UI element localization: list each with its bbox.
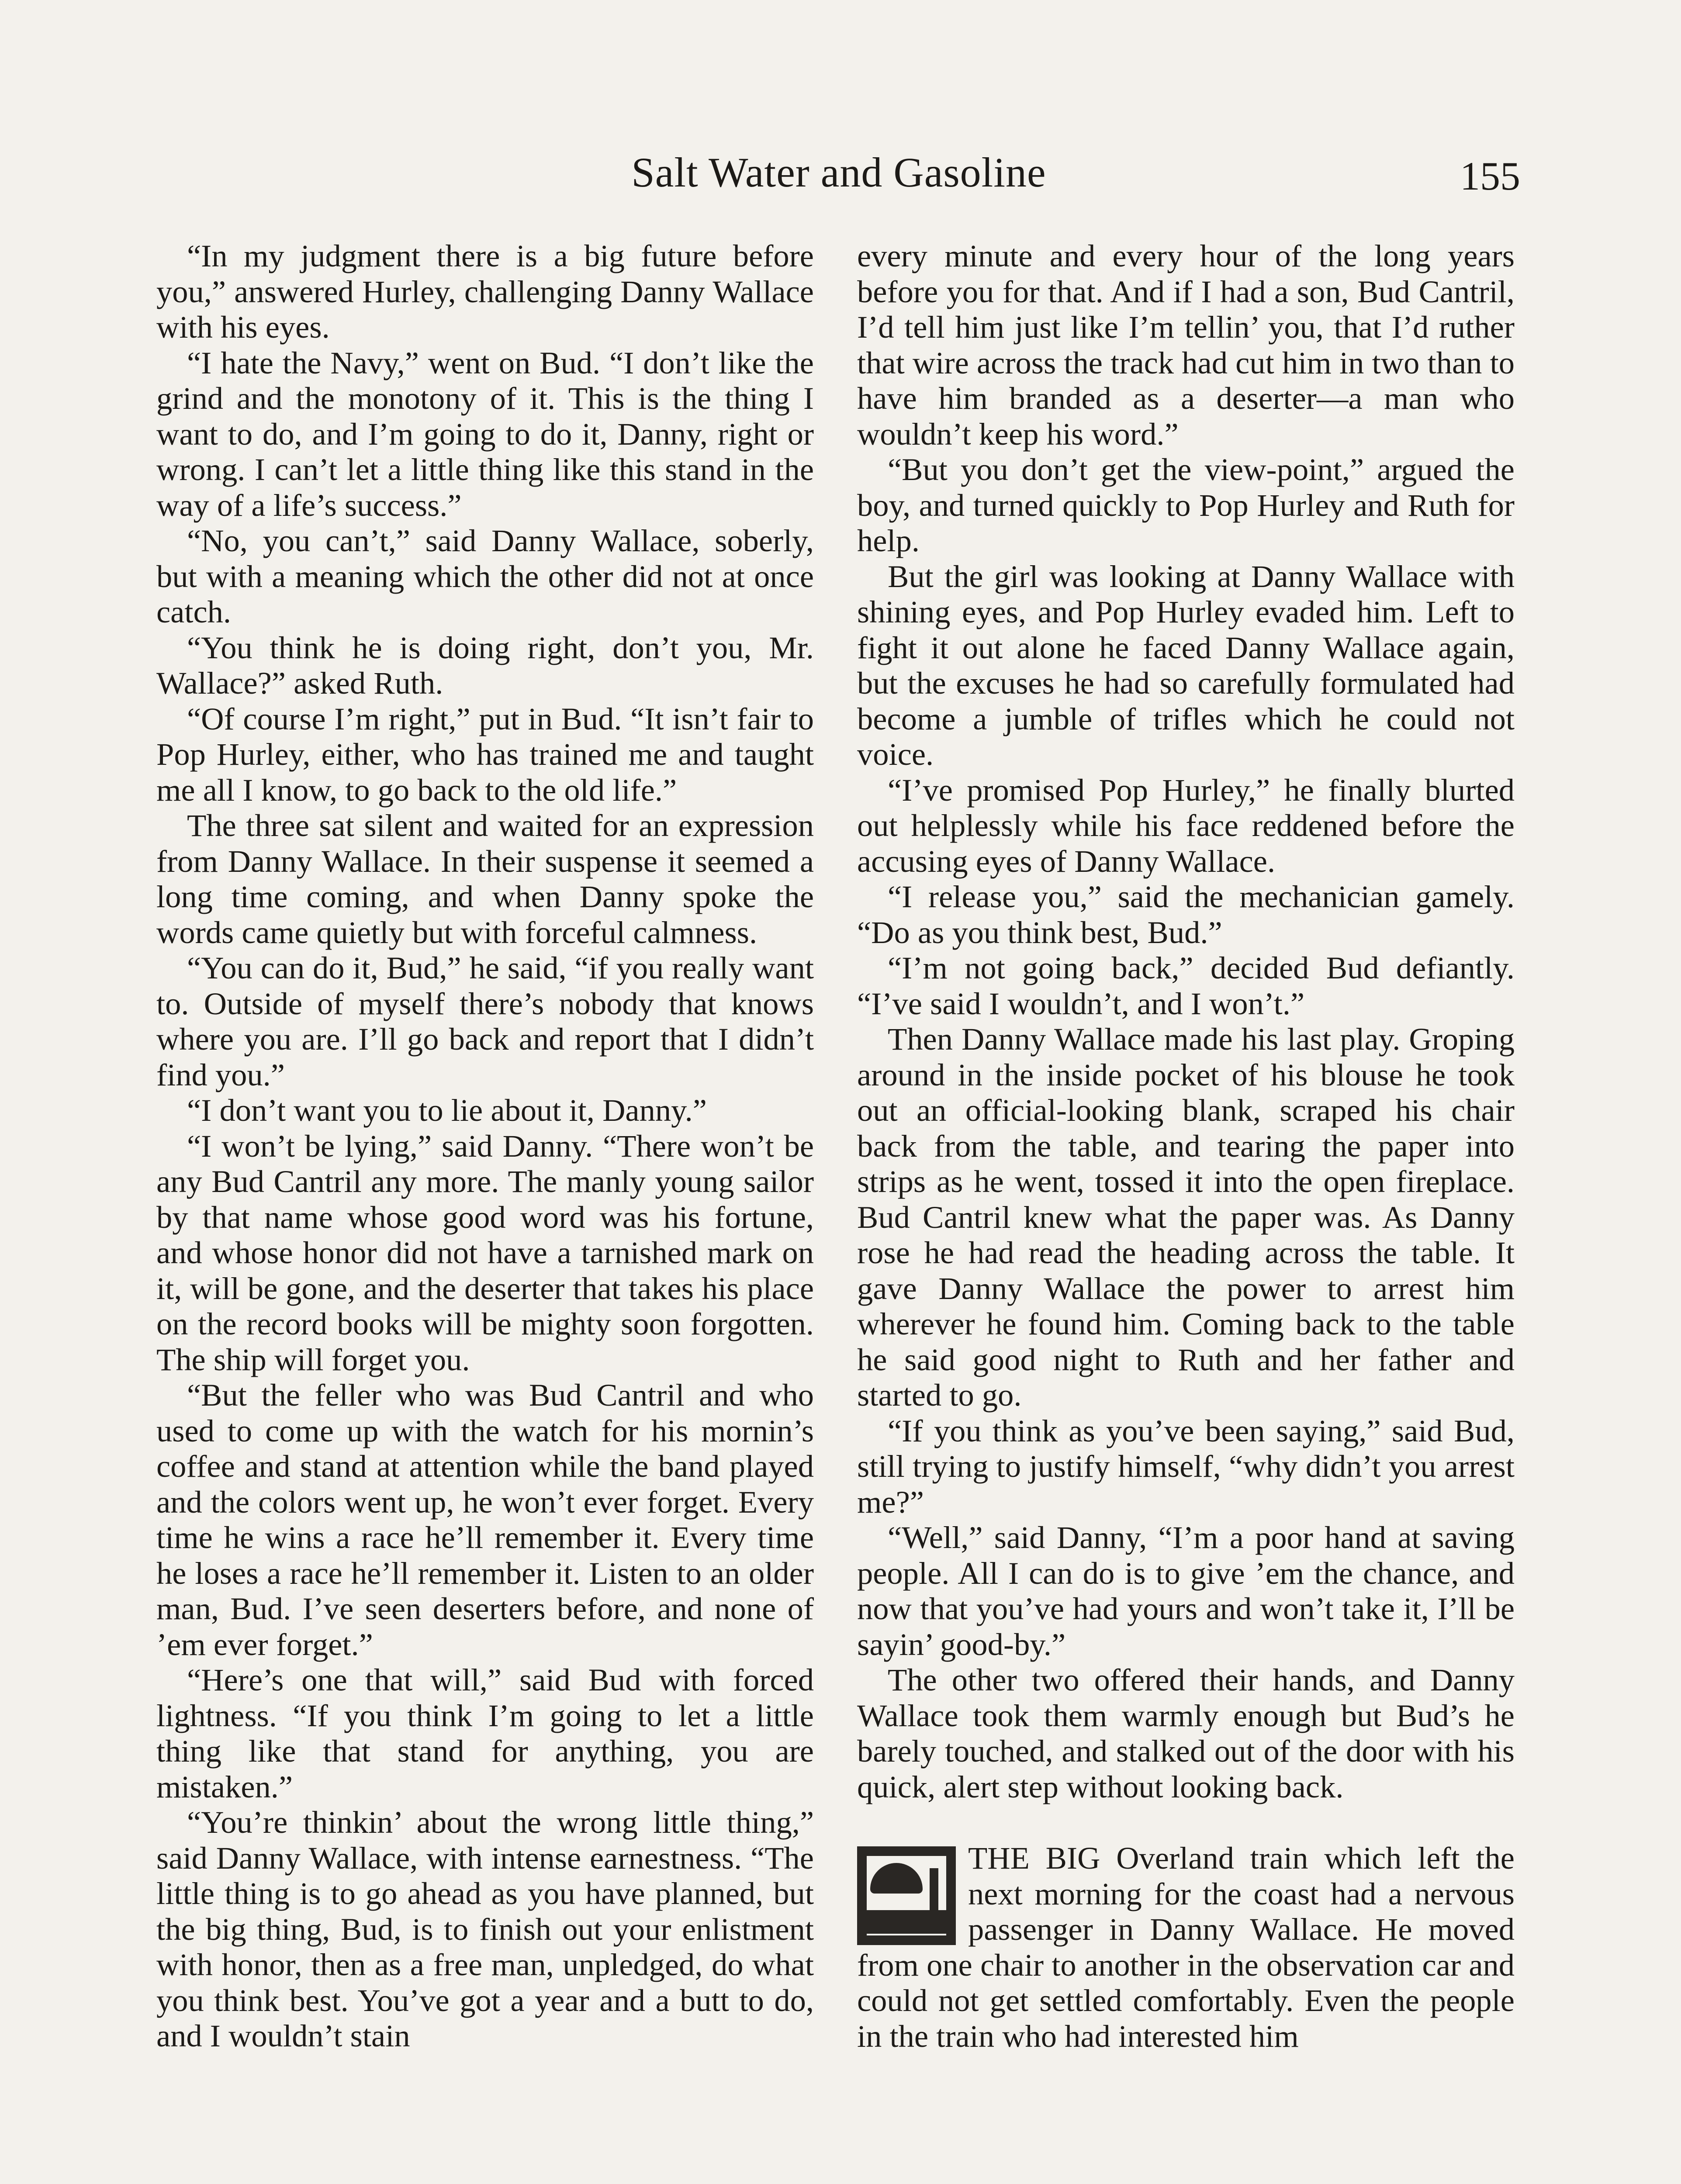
paragraph: “You think he is doing right, don’t you, Mr. Wallace?” asked Ruth. — [156, 629, 814, 701]
paragraph: The other two offered their hands, and Danny Wallace took them warmly enough but Bud’s he barely touched, and stalked out of the door with his quick, alert step without looking back. — [857, 1662, 1515, 1804]
paragraph: “You can do it, Bud,” he said, “if you really want to. Outside of myself there’s nobody that knows where you are. I’ll go back and report that I didn’t find you.” — [156, 950, 814, 1092]
section-opening-text: THE BIG Overland train which left the next morning for the coast had a nervous passenger in Danny Wallace. He moved from one chair to another in the observation car and could not get settled comfortably. Even the people in the train who had interested him — [857, 1840, 1515, 2054]
paragraph: “But you don’t get the view-point,” argued the boy, and turned quickly to Pop Hurley and Ruth for help. — [857, 452, 1515, 558]
paragraph: Then Danny Wallace made his last play. Groping around in the inside pocket of his blouse he took out an official-looking blank, scraped his chair back from the table, and tearing the paper into strips as he went, tossed it into the open fireplace. Bud Cantril knew what the paper was. As Danny rose he had read the heading across the table. It gave Danny Wallace the power to arrest him wherever he found him. Coming back to the table he said good night to Ruth and her father and started to go. — [857, 1021, 1515, 1413]
decorative-initial-icon — [857, 1846, 956, 1945]
paragraph: “But the feller who was Bud Cantril and who used to come up with the watch for his mornin’s coffee and stand at attention while the band played and the colors went up, he won’t ever forget. Every time he wins a race he’ll remember it. Every time he loses a race he’ll remember it. Listen to an older man, Bud. I’ve seen deserters before, and none of ’em ever forget.” — [156, 1377, 814, 1662]
paragraph: “Of course I’m right,” put in Bud. “It isn’t fair to Pop Hurley, either, who has trained me and taught me all I know, to go back to the old life.” — [156, 701, 814, 808]
paragraph: every minute and every hour of the long years before you for that. And if I had a son, Bud Cantril, I’d tell him just like I’m tellin’ you, that I’d ruther that wire across the track had cut him in two than to have him branded as a deserter—a man who wouldn’t keep his word.” — [857, 238, 1515, 452]
paragraph: “In my judgment there is a big future before you,” answered Hurley, challenging Danny Wallace with his eyes. — [156, 238, 814, 345]
section-break — [857, 1804, 1515, 1840]
chapter-title: Salt Water and Gasoline — [631, 149, 1046, 196]
paragraph: But the girl was looking at Danny Wallace with shining eyes, and Pop Hurley evaded him. Left to fight it out alone he faced Danny Wallace again, but the excuses he had so carefully formulated had become a jumble of trifles which he could not voice. — [857, 558, 1515, 772]
paragraph: “No, you can’t,” said Danny Wallace, soberly, but with a meaning which the other did not at once catch. — [156, 523, 814, 629]
left-column — [156, 238, 814, 2054]
paragraph: “You’re thinkin’ about the wrong little thing,” said Danny Wallace, with intense earnestness. “The little thing is to go ahead as you have planned, but the big thing, Bud, is to finish out your enlistment with honor, then as a free man, unpledged, do what you think best. You’ve got a year and a butt to do, and I wouldn’t stain — [156, 1804, 814, 2053]
paragraph: “I’m not going back,” decided Bud defiantly. “I’ve said I wouldn’t, and I won’t.” — [857, 950, 1515, 1021]
paragraph: “I won’t be lying,” said Danny. “There won’t be any Bud Cantril any more. The manly young sailor by that name whose good word was his fortune, and whose honor did not have a tarnished mark on it, will be gone, and the deserter that takes his place on the record books will be mighty soon forgotten. The ship will forget you. — [156, 1128, 814, 1377]
paragraph: “If you think as you’ve been saying,” said Bud, still trying to justify himself, “why didn’t you arrest me?” — [857, 1413, 1515, 1520]
paragraph: “I hate the Navy,” went on Bud. “I don’t like the grind and the monotony of it. This is the thing I want to do, and I’m going to do it, Danny, right or wrong. I can’t let a little thing like this stand in the way of a life’s success.” — [156, 345, 814, 523]
right-column — [857, 238, 1515, 2054]
section-opening-paragraph — [857, 1840, 1515, 2054]
paragraph: “I release you,” said the mechanician gamely. “Do as you think best, Bud.” — [857, 879, 1515, 950]
paragraph: “I’ve promised Pop Hurley,” he finally blurted out helplessly while his face reddened before the accusing eyes of Danny Wallace. — [857, 772, 1515, 879]
running-head — [157, 144, 1520, 201]
paragraph: “Here’s one that will,” said Bud with forced lightness. “If you think I’m going to let a little thing like that stand for anything, you are mistaken.” — [156, 1662, 814, 1804]
paragraph: “Well,” said Danny, “I’m a poor hand at saving people. All I can do is to give ’em the chance, and now that you’ve had yours and won’t take it, I’ll be sayin’ good-by.” — [857, 1520, 1515, 1662]
paragraph: The three sat silent and waited for an expression from Danny Wallace. In their suspense it seemed a long time coming, and when Danny spoke the words came quietly but with forceful calmness. — [156, 808, 814, 950]
paragraph: “I don’t want you to lie about it, Danny.” — [187, 1092, 707, 1128]
page-number: 155 — [1460, 154, 1520, 198]
